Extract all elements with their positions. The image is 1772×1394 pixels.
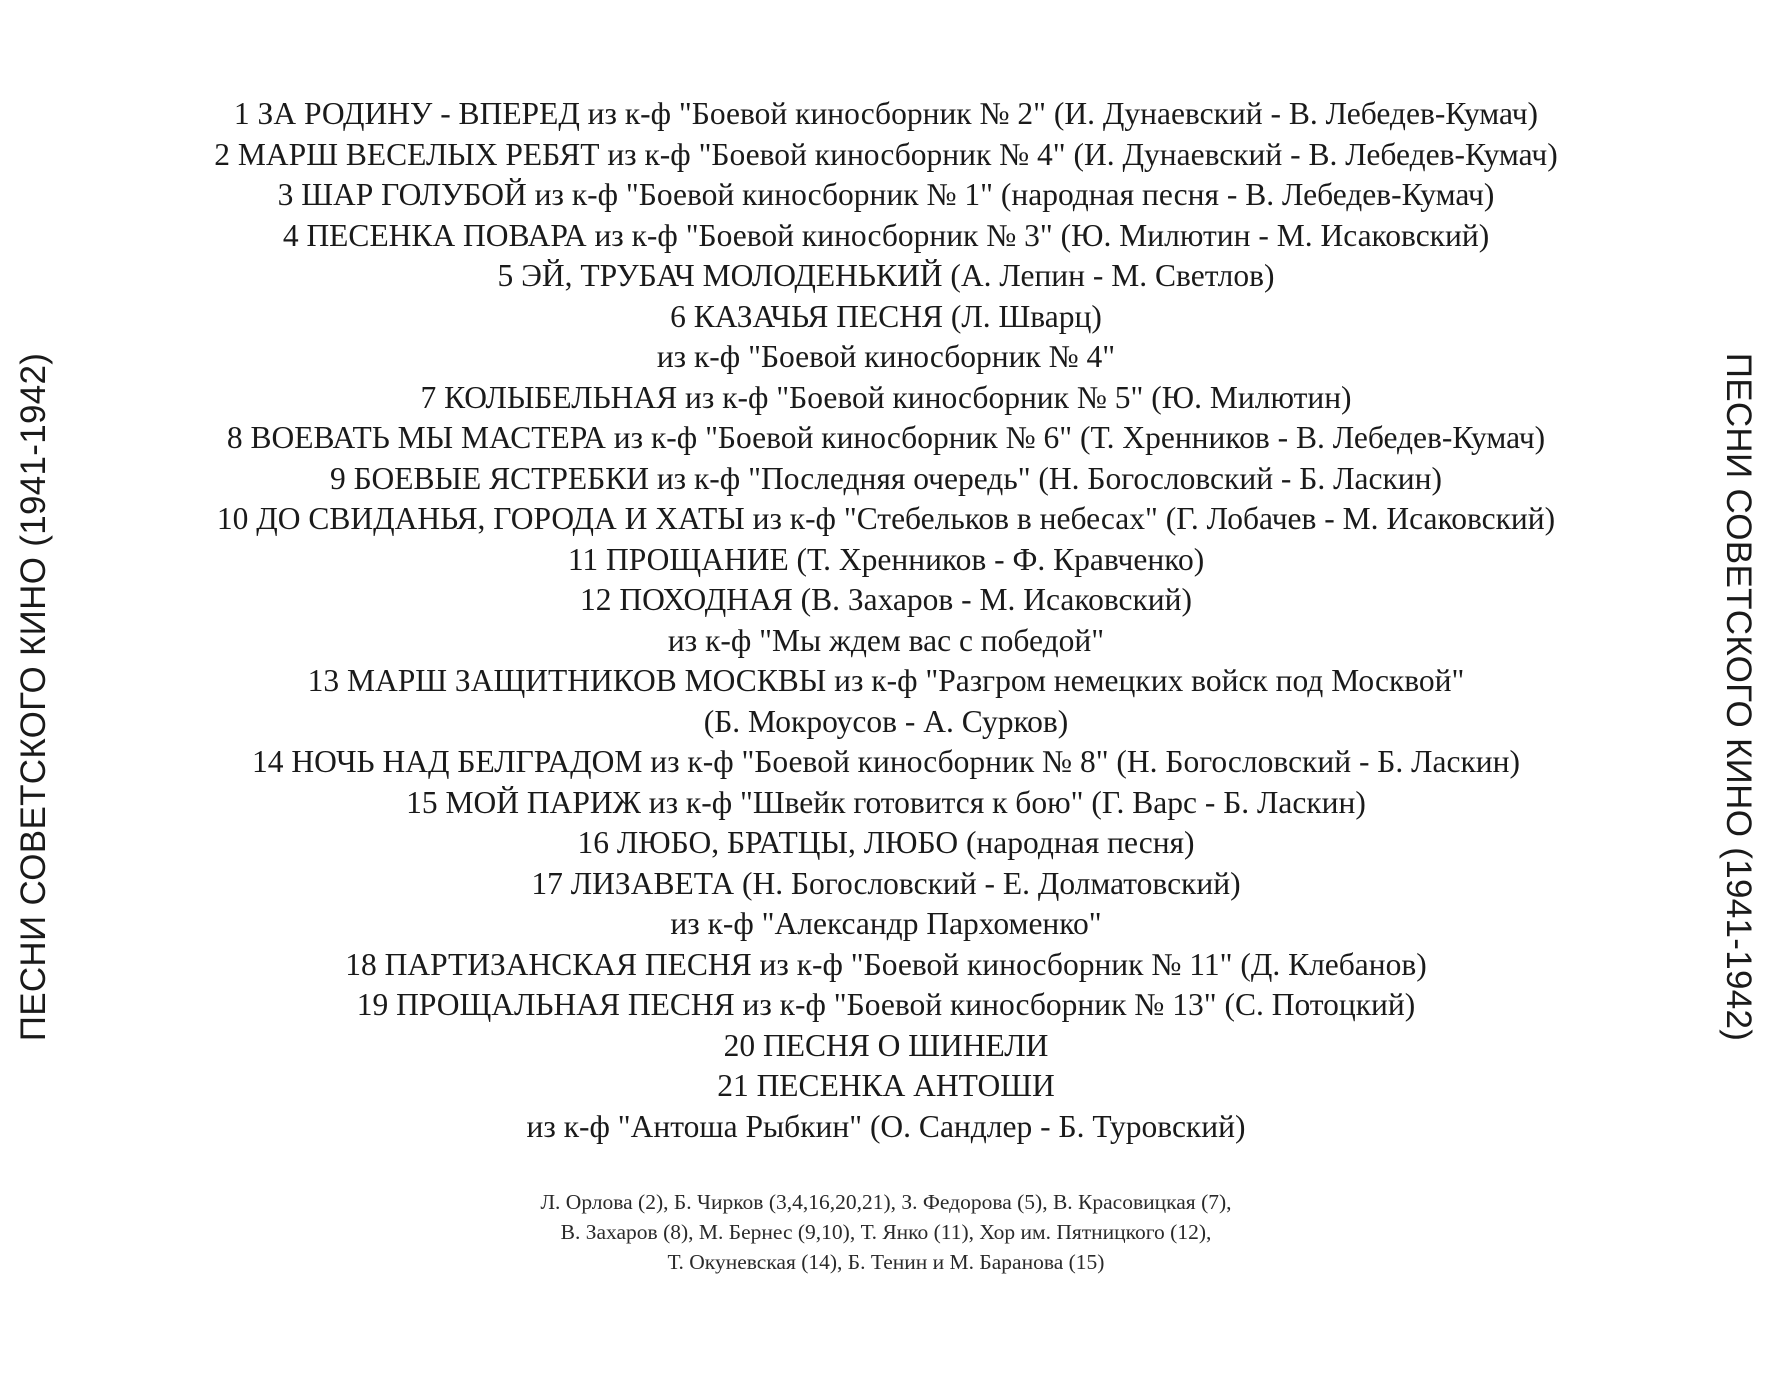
spine-right [1708,0,1768,1394]
track-line-13-authors: (Б. Мокроусов - А. Сурков) [703,703,1069,739]
track-line-10: 10 ДО СВИДАНЬЯ, ГОРОДА И ХАТЫ из к-ф "Стебельков в небесах" (Г. Лобачев - М. Исаковский) [216,501,1556,536]
credit-line-1: Л. Орлова (2), Б. Чирков (3,4,16,20,21), З. Федорова (5), В. Красовицкая (7), [540,1190,1232,1214]
performer-credits [200,1187,1572,1277]
track-line-3: 3 ШАР ГОЛУБОЙ из к-ф "Боевой киносборник № 1" (народная песня - В. Лебедев-Кумач) [277,177,1495,212]
track-line-15: 15 МОЙ ПАРИЖ из к-ф "Швейк готовится к бою" (Г. Варс - Б. Ласкин) [406,784,1366,820]
track-line-4: 4 ПЕСЕНКА ПОВАРА из к-ф "Боевой киносборник № 3" (Ю. Милютин - М. Исаковский) [282,217,1490,253]
track-line-14: 14 НОЧЬ НАД БЕЛГРАДОМ из к-ф "Боевой киносборник № 8" (Н. Богословский - Б. Ласкин) [252,744,1520,779]
track-line-8: 8 ВОЕВАТЬ МЫ МАСТЕРА из к-ф "Боевой киносборник № 6" (Т. Хренников - В. Лебедев-Кумач) [226,420,1546,455]
track-line-7: 7 КОЛЫБЕЛЬНАЯ из к-ф "Боевой киносборник № 5" (Ю. Милютин) [420,379,1352,415]
track-line-21: 21 ПЕСЕНКА АНТОШИ [717,1068,1055,1103]
track-line-11: 11 ПРОЩАНИЕ (Т. Хренников - Ф. Кравченко) [567,541,1205,577]
track-line-9: 9 БОЕВЫЕ ЯСТРЕБКИ из к-ф "Последняя очередь" (Н. Богословский - Б. Ласкин) [330,460,1442,496]
spine-title-left: ПЕСНИ СОВЕТСКОГО КИНО (1941-1942) [14,352,53,1042]
track-line-18: 18 ПАРТИЗАНСКАЯ ПЕСНЯ из к-ф "Боевой киносборник № 11" (Д. Клебанов) [345,946,1427,982]
track-line-6: 6 КАЗАЧЬЯ ПЕСНЯ (Л. Шварц) [670,298,1102,334]
track-line-13: 13 МАРШ ЗАЩИТНИКОВ МОСКВЫ из к-ф "Разгром немецких войск под Москвой" [307,663,1465,698]
track-line-19: 19 ПРОЩАЛЬНАЯ ПЕСНЯ из к-ф "Боевой киносборник № 13" (С. Потоцкий) [356,987,1416,1022]
credit-line-2: В. Захаров (8), М. Бернес (9,10), Т. Янко (11), Хор им. Пятницкого (12), [560,1220,1212,1244]
track-line-20: 20 ПЕСНЯ О ШИНЕЛИ [723,1027,1049,1063]
track-line-12-film: из к-ф "Мы ждем вас с победой" [667,622,1105,658]
track-line-2: 2 МАРШ ВЕСЕЛЫХ РЕБЯТ из к-ф "Боевой киносборник № 4" (И. Дунаевский - В. Лебедев-Кумач) [214,136,1558,172]
spine-title-right: ПЕСНИ СОВЕТСКОГО КИНО (1941-1942) [1719,352,1758,1042]
track-line-5: 5 ЭЙ, ТРУБАЧ МОЛОДЕНЬКИЙ (А. Лепин - М. Светлов) [497,258,1275,293]
track-line-17-film: из к-ф "Александр Пархоменко" [670,906,1102,941]
track-line-16: 16 ЛЮБО, БРАТЦЫ, ЛЮБО (народная песня) [577,825,1195,860]
track-line-1: 1 ЗА РОДИНУ - ВПЕРЕД из к-ф "Боевой киносборник № 2" (И. Дунаевский - В. Лебедев-Кумач) [233,96,1539,131]
credit-line-3: Т. Окуневская (14), Б. Тенин и М. Баранова (15) [667,1250,1105,1274]
spine-left [4,0,64,1394]
track-line-21-film: из к-ф "Антоша Рыбкин" (О. Сандлер - Б. Туровский) [526,1108,1246,1144]
tracklist [100,94,1672,1147]
track-line-12: 12 ПОХОДНАЯ (В. Захаров - М. Исаковский) [579,582,1193,617]
track-line-6-film: из к-ф "Боевой киносборник № 4" [656,339,1116,374]
track-line-17: 17 ЛИЗАВЕТА (Н. Богословский - Е. Долматовский) [531,865,1241,901]
